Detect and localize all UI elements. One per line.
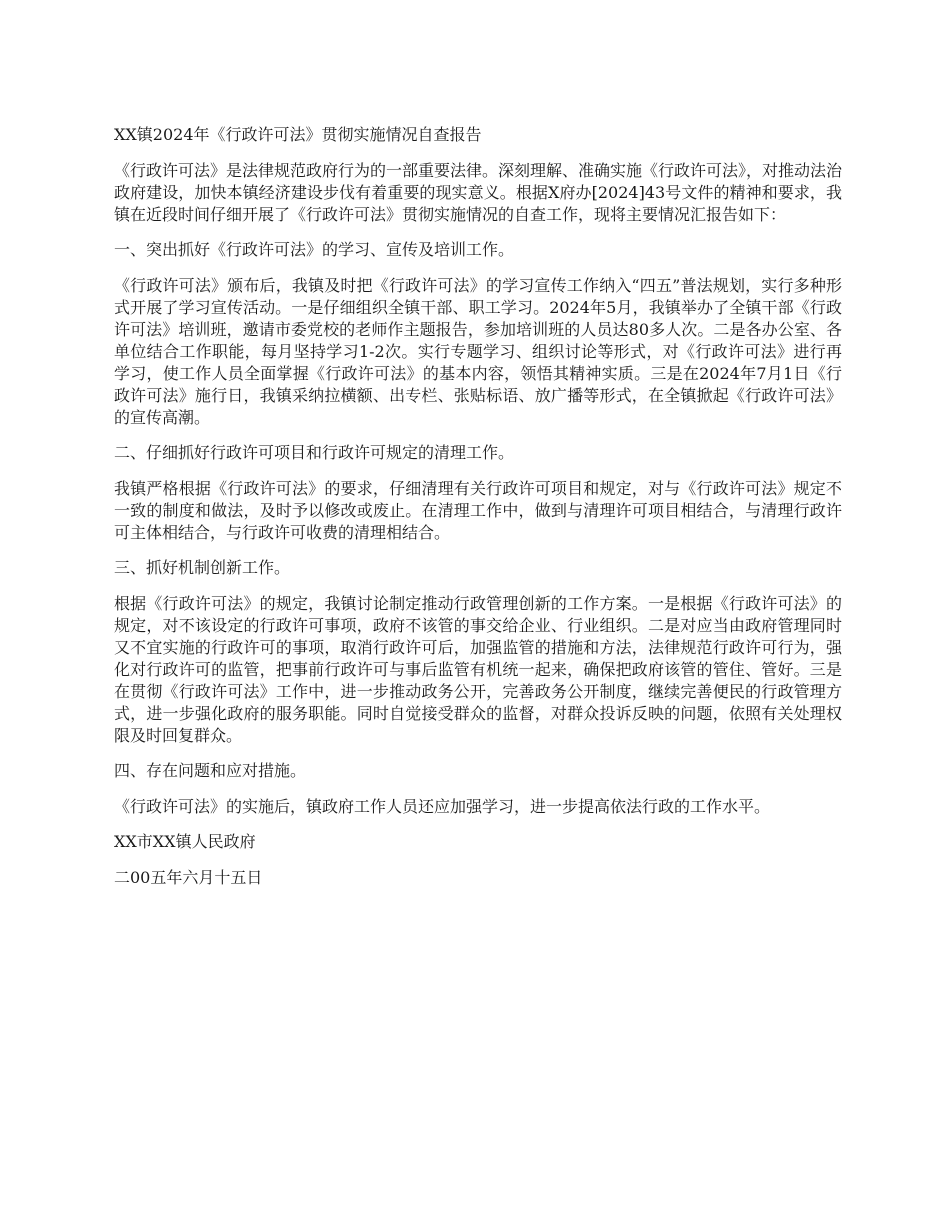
section-3-heading: 三、抓好机制创新工作。 (114, 558, 291, 577)
section-2-heading: 二、仔细抓好行政许可项目和行政许可规定的清理工作。 (114, 443, 515, 462)
section-1-heading: 一、突出抓好《行政许可法》的学习、宣传及培训工作。 (114, 240, 515, 259)
section-3-body: 根据《行政许可法》的规定，我镇讨论制定推动行政管理创新的工作方案。一是根据《行政许可法》的规定，对不该设定的行政许可事项，政府不该管的事交给企业、行业组织。二是对应当由政府管理同时又不宜实施的行政许可的事项，取消行政许可后，加强监管的措施和方法，法律规范行政许可行为，强化对行政许可的监管，把事前行政许可与事后监管有机统一起来，确保把政府该管的管住、管好。三是在贯彻《行政许可法》工作中，进一步推动政务公开，完善政务公开制度，继续完善便民的行政管理方式，进一步强化政府的服务职能。同时自觉接受群众的监督，对群众投诉反映的问题，依照有关处理权限及时回复群众。 (114, 594, 842, 745)
document-body (114, 124, 842, 902)
section-4-heading: 四、存在问题和应对措施。 (114, 761, 307, 780)
intro-paragraph: 《行政许可法》是法律规范政府行为的一部重要法律。深刻理解、准确实施《行政许可法》，对推动法治政府建设，加快本镇经济建设步伐有着重要的现实意义。根据X府办[2024]43号文件的精神和要求，我镇在近段时间仔细开展了《行政许可法》贯彻实施情况的自查工作，现将主要情况汇报告如下： (114, 161, 843, 224)
section-2-body: 我镇严格根据《行政许可法》的要求，仔细清理有关行政许可项目和规定，对与《行政许可法》规定不一致的制度和做法，及时予以修改或废止。在清理工作中，做到与清理许可项目相结合，与清理行政许可主体相结合，与行政许可收费的清理相结合。 (114, 479, 842, 542)
section-1-body: 《行政许可法》颁布后，我镇及时把《行政许可法》的学习宣传工作纳入“四五”普法规划，实行多种形式开展了学习宣传活动。一是仔细组织全镇干部、职工学习。2024年5月，我镇举办了全镇干部《行政许可法》培训班，邀请市委党校的老师作主题报告，参加培训班的人员达80多人次。二是各办公室、各单位结合工作职能，每月坚持学习1-2次。实行专题学习、组织讨论等形式，对《行政许可法》进行再学习，使工作人员全面掌握《行政许可法》的基本内容，领悟其精神实质。三是在2024年7月1日《行政许可法》施行日，我镇采纳拉横额、出专栏、张贴标语、放广播等形式，在全镇掀起《行政许可法》的宣传高潮。 (114, 276, 842, 427)
date: 二00五年六月十五日 (114, 868, 263, 887)
document-title: XX镇2024年《行政许可法》贯彻实施情况自查报告 (114, 125, 482, 144)
signature: XX市XX镇人民政府 (114, 832, 256, 851)
section-4-body: 《行政许可法》的实施后，镇政府工作人员还应加强学习，进一步提高依法行政的工作水平。 (114, 797, 771, 816)
